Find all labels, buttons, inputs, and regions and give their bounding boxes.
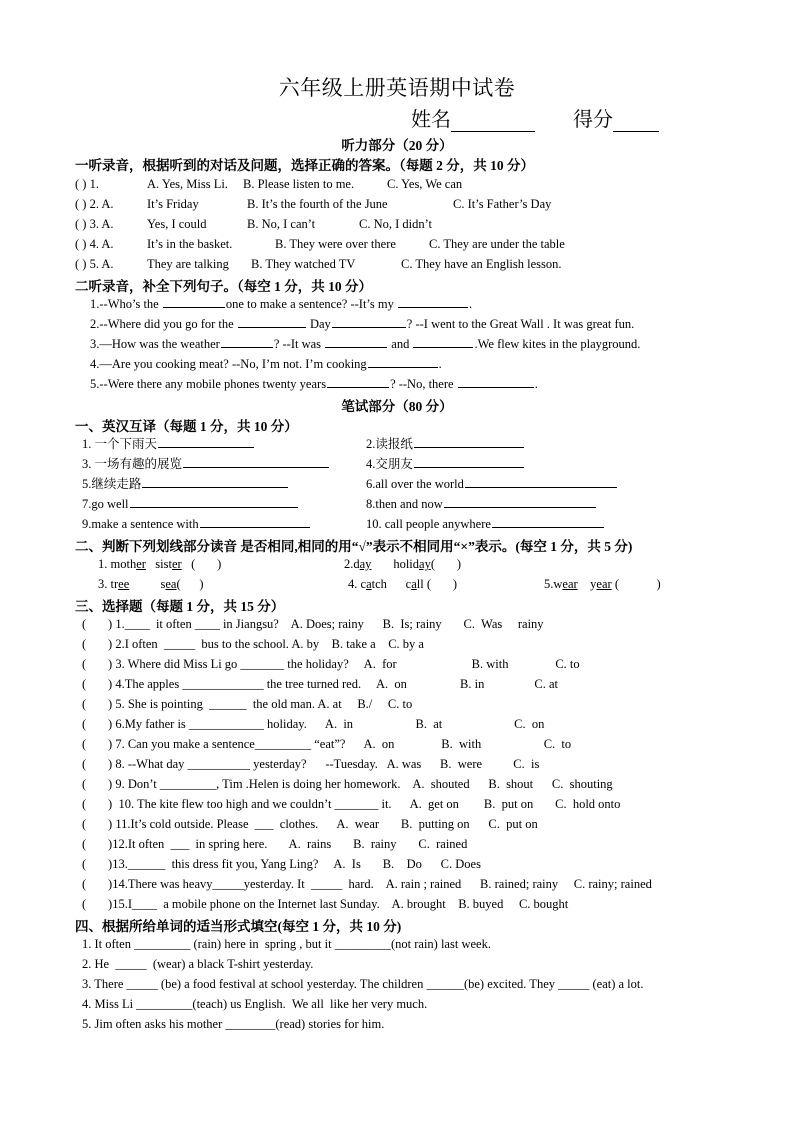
name-score-bar	[411, 103, 659, 132]
choice-item: ( ) 5. She is pointing ______ the old man. A. at B./ C. to	[82, 697, 413, 711]
choice-item: ( ) 6.My father is ____________ holiday. A. in B. at C. on	[82, 717, 545, 731]
fill-item: 5. Jim often asks his mother ________(read) stories for him.	[82, 1017, 385, 1031]
phonics-row: 3. tree sea( ) 4. catch call ( ) 5.wear year ( )	[98, 577, 661, 591]
answer-blank[interactable]	[163, 295, 225, 308]
answer-blank[interactable]	[413, 335, 473, 348]
answer-blank[interactable]	[238, 315, 306, 328]
listen2-line: 2.--Where did you go for the Day ? --I went to the Great Wall . It was great fun.	[90, 317, 635, 331]
listen2-line: 1.--Who’s the one to make a sentence? --It’s my .	[90, 297, 473, 311]
name-blank[interactable]	[451, 111, 535, 132]
translate-row: 1. 一个下雨天 2.读报纸	[82, 435, 255, 453]
listen1-item: ( ) 4. A. It’s in the basket. B. They were over there C. They are under the table	[75, 237, 565, 251]
listen1-item: ( ) 5. A. They are talking B. They watched TV C. They have an English lesson.	[75, 257, 562, 271]
listen1-item: ( ) 3. A. Yes, I could B. No, I can’t C. No, I didn’t	[75, 217, 433, 231]
written-header: 笔试部分（80 分）	[341, 399, 453, 414]
listen2-line: 5.--Were there any mobile phones twenty years ? --No, there .	[90, 377, 538, 391]
listen1-item: ( ) 2. A. It’s Friday B. It’s the fourth of the June C. It’s Father’s Day	[75, 197, 552, 211]
listen1-item: ( ) 1. A. Yes, Miss Li. B. Please listen to me. C. Yes, We can	[75, 177, 463, 191]
translate-row: 3. 一场有趣的展览 4.交朋友	[82, 455, 330, 473]
fill-item: 2. He _____ (wear) a black T-shirt yesterday.	[82, 957, 314, 971]
fill-item: 4. Miss Li _________(teach) us English. We all like her very much.	[82, 997, 428, 1011]
listen1-heading: 一听录音，根据听到的对话及问题，选择正确的答案。（每题 2 分，共 10 分）	[75, 158, 534, 173]
answer-blank[interactable]	[414, 435, 524, 448]
listening-header: 听力部分（20 分）	[341, 138, 453, 153]
answer-blank[interactable]	[142, 475, 288, 488]
listen2-heading: 二听录音，补全下列句子。（每空 1 分，共 10 分）	[75, 279, 372, 294]
answer-blank[interactable]	[221, 335, 273, 348]
answer-blank[interactable]	[327, 375, 389, 388]
answer-blank[interactable]	[398, 295, 468, 308]
answer-blank[interactable]	[183, 455, 329, 468]
answer-blank[interactable]	[492, 515, 604, 528]
choice-item: ( ) 11.It’s cold outside. Please ___ clothes. A. wear B. putting on C. put on	[82, 817, 538, 831]
score-blank[interactable]	[613, 111, 659, 132]
choice-item: ( )13.______ this dress fit you, Yang Ling? A. Is B. Do C. Does	[82, 857, 481, 871]
translate-heading: 一、英汉互译（每题 1 分，共 10 分）	[75, 419, 298, 434]
choice-item: ( ) 7. Can you make a sentence_________ “eat”? A. on B. with C. to	[82, 737, 572, 751]
fill-item: 1. It often _________ (rain) here in spring , but it _________(not rain) last week.	[82, 937, 491, 951]
translate-row: 7.go well 8.then and now	[82, 495, 299, 513]
choice-item: ( ) 3. Where did Miss Li go _______ the holiday? A. for B. with C. to	[82, 657, 580, 671]
listen2-line: 3.—How was the weather ? --It was and .We flew kites in the playground.	[90, 337, 641, 351]
answer-blank[interactable]	[130, 495, 298, 508]
phonics-heading: 二、判断下列划线部分读音 是否相同,相同的用“√”表示不相同用“×”表示。(每空 1 分，共 5 分)	[75, 539, 633, 554]
fill-heading: 四、根据所给单词的适当形式填空(每空 1 分，共 10 分)	[75, 919, 402, 934]
answer-blank[interactable]	[368, 355, 438, 368]
score-label: 得分	[573, 109, 613, 131]
answer-blank[interactable]	[414, 455, 524, 468]
answer-blank[interactable]	[444, 495, 596, 508]
choice-item: ( )12.It often ___ in spring here. A. rains B. rainy C. rained	[82, 837, 468, 851]
answer-blank[interactable]	[458, 375, 534, 388]
choice-item: ( ) 10. The kite flew too high and we couldn’t _______ it. A. get on B. put on C. hold onto	[82, 797, 621, 811]
choice-item: ( ) 8. --What day __________ yesterday? --Tuesday. A. was B. were C. is	[82, 757, 540, 771]
listen2-line: 4.—Are you cooking meat? --No, I’m not. I’m cooking .	[90, 357, 442, 371]
answer-blank[interactable]	[332, 315, 406, 328]
answer-blank[interactable]	[465, 475, 617, 488]
translate-row: 5.继续走路 6.all over the world	[82, 475, 289, 493]
choice-item: ( ) 9. Don’t _________, Tim .Helen is doing her homework. A. shouted B. shout C. shouting	[82, 777, 613, 791]
fill-item: 3. There _____ (be) a food festival at school yesterday. The children ______(be) excited. They _____ (eat) a lot.	[82, 977, 644, 991]
answer-blank[interactable]	[158, 435, 254, 448]
answer-blank[interactable]	[325, 335, 387, 348]
phonics-row: 1. mother sister ( ) 2.day holiday( )	[98, 557, 462, 571]
choice-item: ( ) 4.The apples _____________ the tree turned red. A. on B. in C. at	[82, 677, 558, 691]
choice-item: ( ) 2.I often _____ bus to the school. A. by B. take a C. by a	[82, 637, 424, 651]
page-title: 六年级上册英语期中试卷	[278, 76, 516, 100]
choice-item: ( )15.I____ a mobile phone on the Internet last Sunday. A. brought B. buyed C. bought	[82, 897, 569, 911]
answer-blank[interactable]	[200, 515, 310, 528]
choice-heading: 三、选择题（每题 1 分，共 15 分）	[75, 599, 285, 614]
name-label: 姓名	[411, 109, 451, 131]
choice-item: ( ) 1.____ it often ____ in Jiangsu? A. Does; rainy B. Is; rainy C. Was rainy	[82, 617, 544, 631]
translate-row: 9.make a sentence with 10. call people anywhere	[82, 515, 311, 533]
choice-item: ( )14.There was heavy_____yesterday. It _____ hard. A. rain ; rained B. rained; rainy C. rainy; rained	[82, 877, 652, 891]
